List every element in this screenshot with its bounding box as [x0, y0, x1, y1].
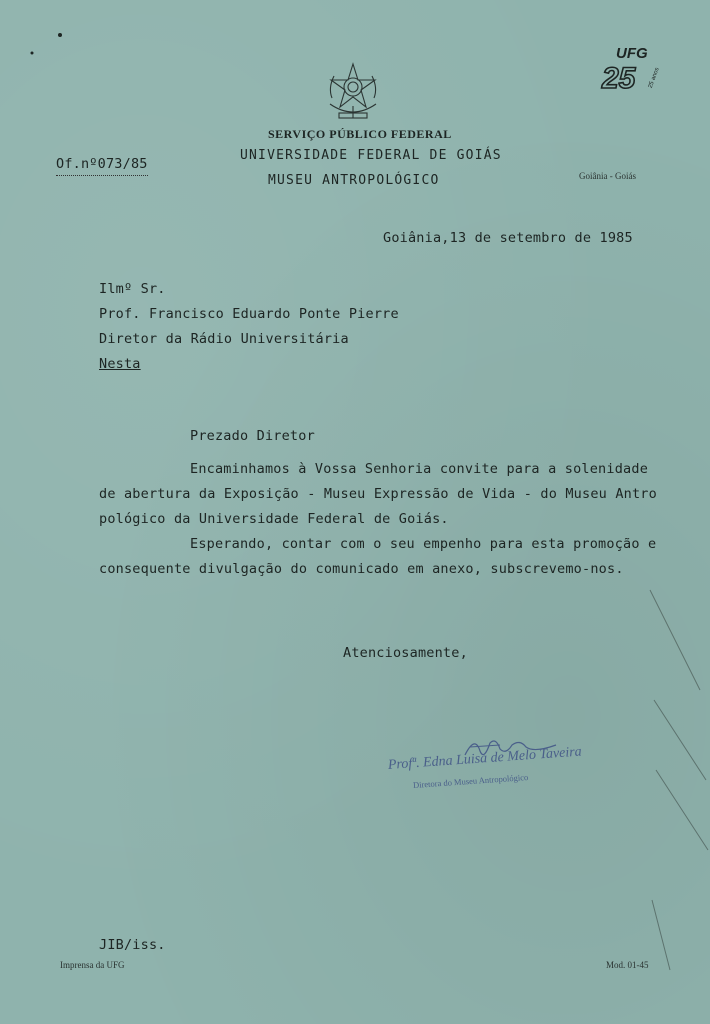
paper-crease: [640, 580, 710, 980]
greeting: Prezado Diretor: [190, 428, 315, 444]
body-line-2: de abertura da Exposição - Museu Expressão de Vida - do Museu Antro: [99, 486, 657, 502]
recipient-place: Nesta: [99, 356, 141, 372]
recipient-role: Diretor da Rádio Universitária: [99, 331, 349, 347]
typist-initials: JIB/iss.: [99, 937, 166, 953]
reference-number: Of.nº073/85: [56, 156, 148, 176]
logo-sub: 25 anos: [647, 66, 661, 90]
printer-label: Imprensa da UFG: [60, 960, 125, 970]
ufg-25-anos-logo-icon: [596, 44, 672, 94]
signatory-name: Profª. Edna Luisa de Melo Taveira: [387, 744, 583, 773]
closing: Atenciosamente,: [343, 645, 468, 661]
brazil-coat-of-arms-icon: [322, 60, 384, 122]
body-line-1: Encaminhamos à Vossa Senhoria convite para a solenidade: [190, 461, 649, 477]
svg-text:25: 25: [602, 62, 636, 94]
museum-heading: MUSEU ANTROPOLÓGICO: [268, 173, 440, 188]
letter-date: Goiânia,13 de setembro de 1985: [383, 230, 633, 246]
recipient-salutation: Ilmº Sr.: [99, 281, 166, 297]
service-heading: SERVIÇO PÚBLICO FEDERAL: [268, 127, 452, 141]
body-line-5: consequente divulgação do comunicado em anexo, subscrevemo-nos.: [99, 561, 624, 577]
signatory-title: Diretora do Museu Antropológico: [412, 771, 529, 790]
location-label: Goiânia - Goiás: [579, 171, 636, 181]
logo-text: UFG: [616, 45, 648, 62]
model-label: Mod. 01-45: [606, 960, 649, 970]
body-line-3: pológico da Universidade Federal de Goiás.: [99, 511, 449, 527]
body-line-4: Esperando, contar com o seu empenho para esta promoção e: [190, 536, 657, 552]
ink-speck: [28, 30, 68, 60]
recipient-name: Prof. Francisco Eduardo Ponte Pierre: [99, 306, 399, 322]
university-heading: UNIVERSIDADE FEDERAL DE GOIÁS: [240, 148, 502, 163]
